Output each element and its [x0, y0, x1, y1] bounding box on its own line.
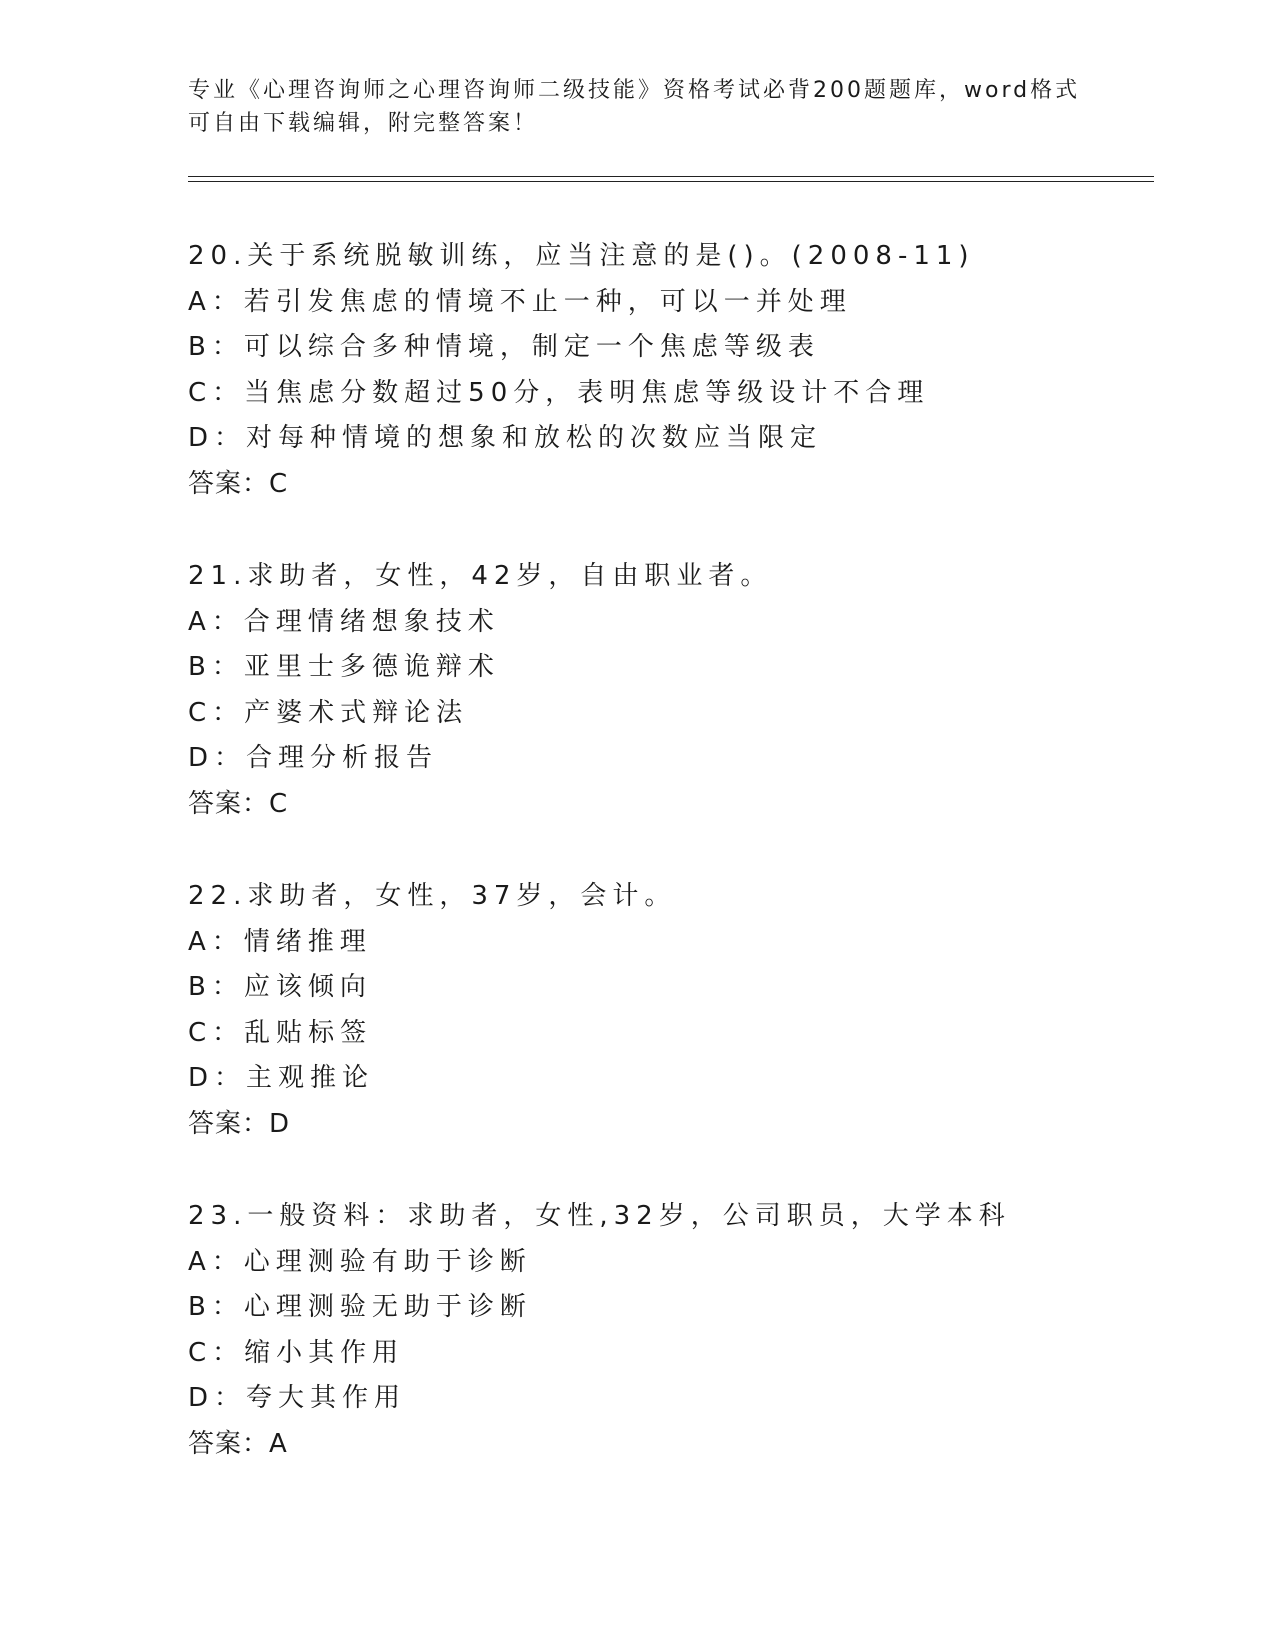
header-divider-bottom [188, 181, 1154, 182]
option-c: C：缩小其作用 [188, 1337, 405, 1368]
question-stem: 20.关于系统脱敏训练，应当注意的是()。(2008-11) [188, 241, 975, 271]
option-d: D：合理分析报告 [188, 743, 439, 773]
question-stem: 22.求助者，女性，37岁，会计。 [188, 881, 677, 911]
option-c: C：乱贴标签 [188, 1017, 373, 1048]
question-21 [188, 554, 1148, 827]
answer-line: 答案：C [188, 468, 289, 499]
question-23 [188, 1194, 1148, 1467]
option-d: D：夸大其作用 [188, 1383, 407, 1413]
header-line-2: 可自由下载编辑，附完整答案！ [188, 111, 539, 136]
answer-line: 答案：A [188, 1428, 288, 1459]
answer-line: 答案：D [188, 1108, 291, 1139]
document-header [188, 74, 1088, 140]
option-b: B：亚里士多德诡辩术 [188, 652, 500, 682]
question-stem: 21.求助者，女性，42岁，自由职业者。 [188, 561, 773, 591]
option-b: B：应该倾向 [188, 972, 372, 1002]
answer-line: 答案：C [188, 788, 289, 819]
option-c: C：当焦虑分数超过50分，表明焦虑等级设计不合理 [188, 377, 930, 408]
option-a: A：若引发焦虑的情境不止一种，可以一并处理 [188, 286, 852, 317]
option-d: D：对每种情境的想象和放松的次数应当限定 [188, 423, 823, 453]
option-a: A：心理测验有助于诊断 [188, 1246, 532, 1277]
option-a: A：合理情绪想象技术 [188, 606, 500, 637]
option-d: D：主观推论 [188, 1063, 375, 1093]
option-c: C：产婆术式辩论法 [188, 697, 469, 728]
question-20 [188, 234, 1148, 507]
header-divider-top [188, 176, 1154, 177]
question-stem: 23.一般资料：求助者，女性,32岁，公司职员，大学本科 [188, 1201, 1011, 1231]
question-22 [188, 874, 1148, 1147]
option-b: B：心理测验无助于诊断 [188, 1292, 532, 1322]
option-a: A：情绪推理 [188, 926, 372, 957]
option-b: B：可以综合多种情境，制定一个焦虑等级表 [188, 332, 820, 362]
header-line-1: 专业《心理咨询师之心理咨询师二级技能》资格考试必背200题题库，word格式 [188, 78, 1081, 103]
